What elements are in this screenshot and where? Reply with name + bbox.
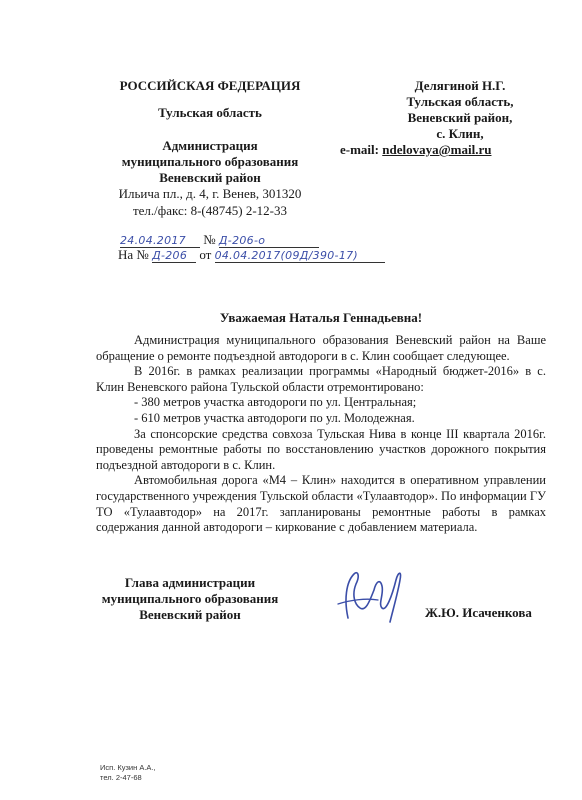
recipient-district: Веневский район, xyxy=(407,110,513,125)
letter-body xyxy=(96,333,546,536)
reg-date: 24.04.2017 xyxy=(120,234,200,248)
reg-on-label: На № xyxy=(118,247,149,262)
body-paragraph-3: За спонсорские средства совхоза Тульская Нива в конце III квартала 2016г. проведены ремонтные работы по восстановлению участков дорожного покрытия подъездной автодороги в с. Клин. xyxy=(96,426,546,472)
recipient-email[interactable]: ndelovaya@mail.ru xyxy=(382,142,492,157)
sender-org-line1: Администрация xyxy=(162,138,258,153)
executor-phone: тел. 2-47-68 xyxy=(100,773,142,782)
signature-title-2: муниципального образования xyxy=(101,591,279,606)
reg-ref-date: 04.04.2017(09Д/390-17) xyxy=(215,249,385,263)
signature-title-3: Веневский район xyxy=(139,607,241,622)
sender-address: Ильича пл., д. 4, г. Венев, 301320 xyxy=(118,186,302,201)
reg-line-2 xyxy=(118,247,385,263)
salutation: Уважаемая Наталья Геннадьевна! xyxy=(219,310,423,325)
sender-country: РОССИЙСКАЯ ФЕДЕРАЦИЯ xyxy=(119,78,301,93)
handwritten-signature xyxy=(330,560,410,630)
sender-phone: тел./факс: 8-(48745) 2-12-33 xyxy=(132,203,287,218)
executor-name: Исп. Кузин А.А., xyxy=(100,763,156,772)
reg-no-label: № xyxy=(203,232,216,247)
body-list-item-1: - 380 метров участка автодороги по ул. Центральная; xyxy=(134,395,417,410)
signature-name: Ж.Ю. Исаченкова xyxy=(425,605,532,620)
sender-org-line3: Веневский район xyxy=(159,170,261,185)
body-paragraph-2: В 2016г. в рамках реализации программы «Народный бюджет-2016» в с. Клин Веневского района Тульской области отремонтировано: xyxy=(96,364,546,394)
body-paragraph-1: Администрация муниципального образования Веневский район на Ваше обращение о ремонте подъездной автодороги в с. Клин сообщает следующее. xyxy=(96,333,546,363)
body-list-item-2: - 610 метров участка автодороги по ул. Молодежная. xyxy=(134,410,415,425)
body-paragraph-4: Автомобильная дорога «М4 – Клин» находится в оперативном управлении государственного учреждения Тульской области «Тулаавтодор». По информации ГУ ТО «Тулаавтодор» на 2017г. запланированы ремонтные работы в рамках содержания данной автодороги – киркование с добавлением материала. xyxy=(96,473,546,535)
recipient-email-label: e-mail: xyxy=(340,142,379,157)
reg-number: Д-206-о xyxy=(219,234,319,248)
reg-ref-number: Д-206 xyxy=(152,249,196,263)
recipient-village: с. Клин, xyxy=(436,126,484,141)
recipient-region: Тульская область, xyxy=(406,94,514,109)
signature-title-1: Глава администрации xyxy=(124,575,256,590)
recipient-name: Делягиной Н.Г. xyxy=(414,78,506,93)
sender-org-line2: муниципального образования xyxy=(121,154,299,169)
reg-from-label: от xyxy=(199,247,212,262)
recipient-email-line xyxy=(340,142,491,158)
sender-region: Тульская область xyxy=(158,105,262,120)
reg-line-1 xyxy=(120,232,319,248)
